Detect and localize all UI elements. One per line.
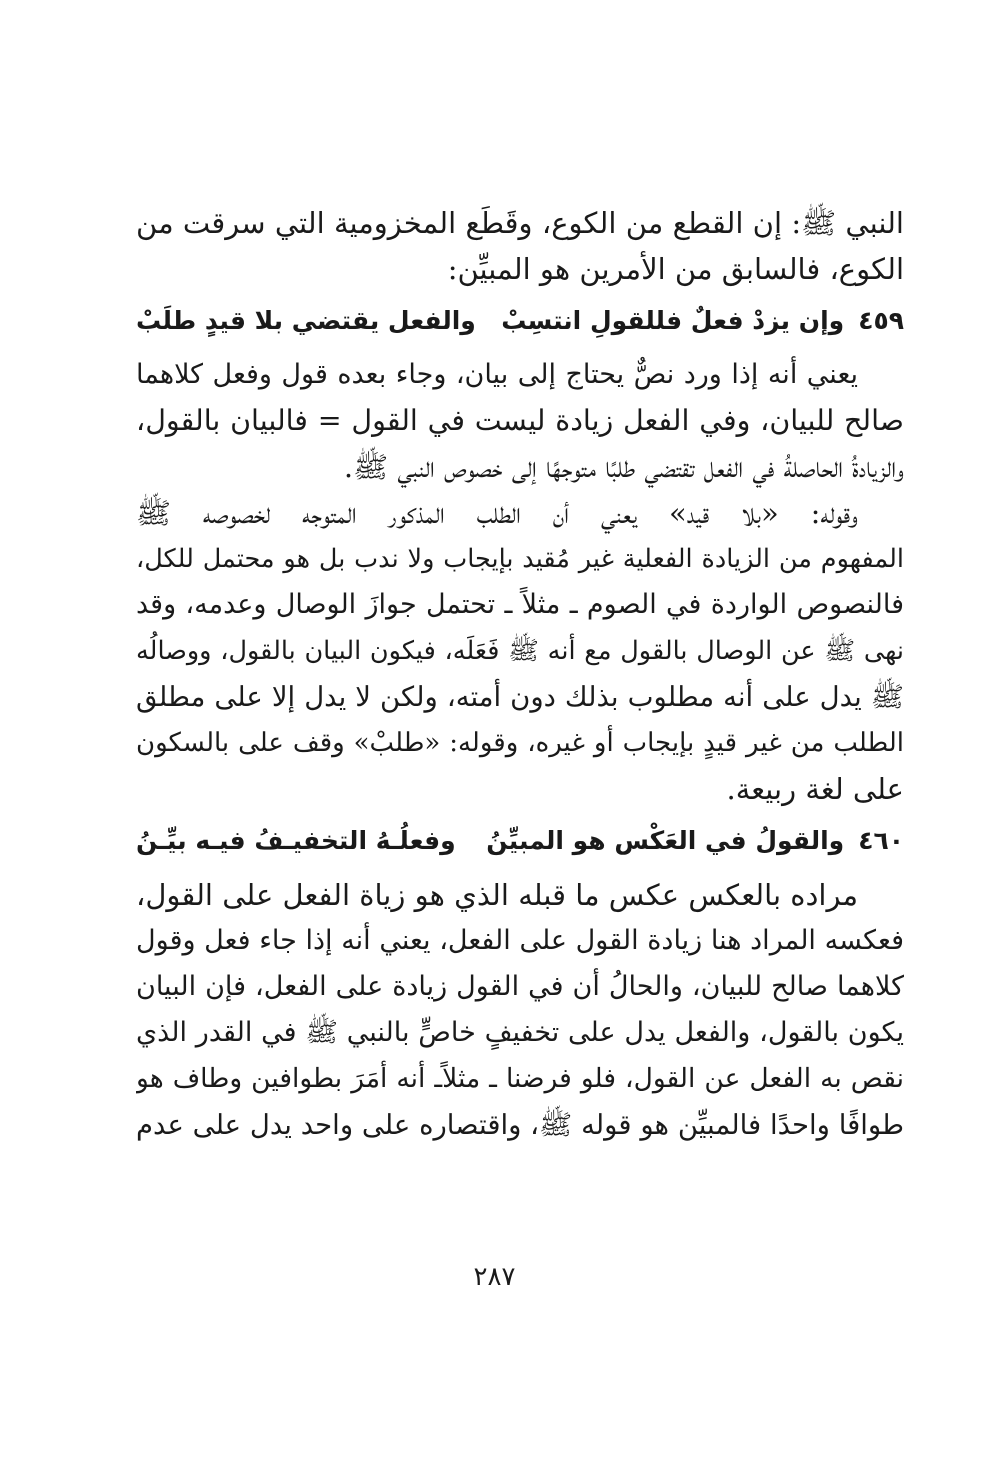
text-line: الطلب من غير قيدٍ بإيجاب أو غيره، وقوله: «طلبْ» وقف على بالسكون (136, 728, 904, 758)
text-line: فعكسه المراد هنا زيادة القول على الفعل، يعني أنه إذا جاء فعل وقول (136, 925, 904, 956)
verse-number: ٤٥٩ (858, 306, 904, 335)
text-line: النبي ﷺ: إن القطع من الكوع، وقَطَع المخزومية التي سرقت من (136, 206, 904, 240)
verse-second-hemistich: وفعلُـهُ التخفيـفُ فيـه بيِّـنُ (136, 826, 456, 855)
page-number: ٢٨٧ (473, 1262, 516, 1292)
verse-459 (136, 296, 904, 346)
text-line: على لغة ربيعة. (726, 772, 904, 806)
text-line: كلاهما صالح للبيان، والحالُ أن في القول زيادة على الفعل، فإن البيان (136, 971, 904, 1002)
verse-number: ٤٦٠ (858, 826, 904, 855)
text-line: يكون بالقول، والفعل يدل على تخفيفٍ خاصٍّ بالنبي ﷺ في القدر الذي (136, 1017, 904, 1048)
text-line: نهى ﷺ عن الوصال بالقول مع أنه ﷺ فَعَلَه، فيكون البيان بالقول، ووصالُه (136, 636, 904, 666)
verse-first-hemistich: وإن يزدْ فعلٌ فللقولِ انتسِبْ (501, 306, 845, 335)
text-line: يعني أنه إذا ورد نصٌّ يحتاج إلى بيان، وجاء بعده قول وفعل كلاهما (136, 359, 858, 390)
verse-460 (136, 816, 904, 866)
verse-first-hemistich: والقولُ في العَكْس هو المبيِّنُ (486, 826, 845, 855)
text-line: وقوله: «بلا قيد» يعني أن الطلب المذكور المتوجه لخصوصه ﷺ (136, 496, 858, 530)
text-line: الكوع، فالسابق من الأمرين هو المبيِّن: (447, 252, 904, 286)
text-line: ﷺ يدل على أنه مطلوب بذلك دون أمته، ولكن لا يدل إلا على مطلق (136, 681, 904, 713)
page-body (136, 200, 904, 1148)
text-line: طوافًا واحدًا فالمبيِّن هو قوله ﷺ، واقتصاره على واحد يدل على عدم (136, 1109, 904, 1141)
paragraph-intro (136, 200, 904, 292)
text-line: مراده بالعكس عكس ما قبله الذي هو زياة الفعل على القول، (136, 878, 858, 912)
text-line: المفهوم من الزيادة الفعلية غير مُقيد بإيجاب ولا ندب بل هو محتمل للكل، (136, 544, 904, 574)
text-line: نقص به الفعل عن القول، فلو فرضنا ـ مثلاًـ أنه أمَرَ بطوافين وطاف هو (136, 1063, 904, 1094)
text-line: صالح للبيان، وفي الفعل زيادة ليست في القول = فالبيان بالقول، (136, 404, 904, 437)
text-line: والزيادةُ الحاصلةُ في الفعل تقتضي طلبًا متوجهًا إلى خصوص النبي ﷺ. (343, 450, 904, 484)
paragraph-commentary-459 (136, 352, 904, 812)
paragraph-commentary-460 (136, 872, 904, 1148)
verse-second-hemistich: والفعل يقتضي بلا قيدٍ طلَبْ (136, 306, 476, 335)
text-line: فالنصوص الواردة في الصوم ـ مثلاً ـ تحتمل جوازَ الوصال وعدمه، وقد (136, 589, 904, 620)
